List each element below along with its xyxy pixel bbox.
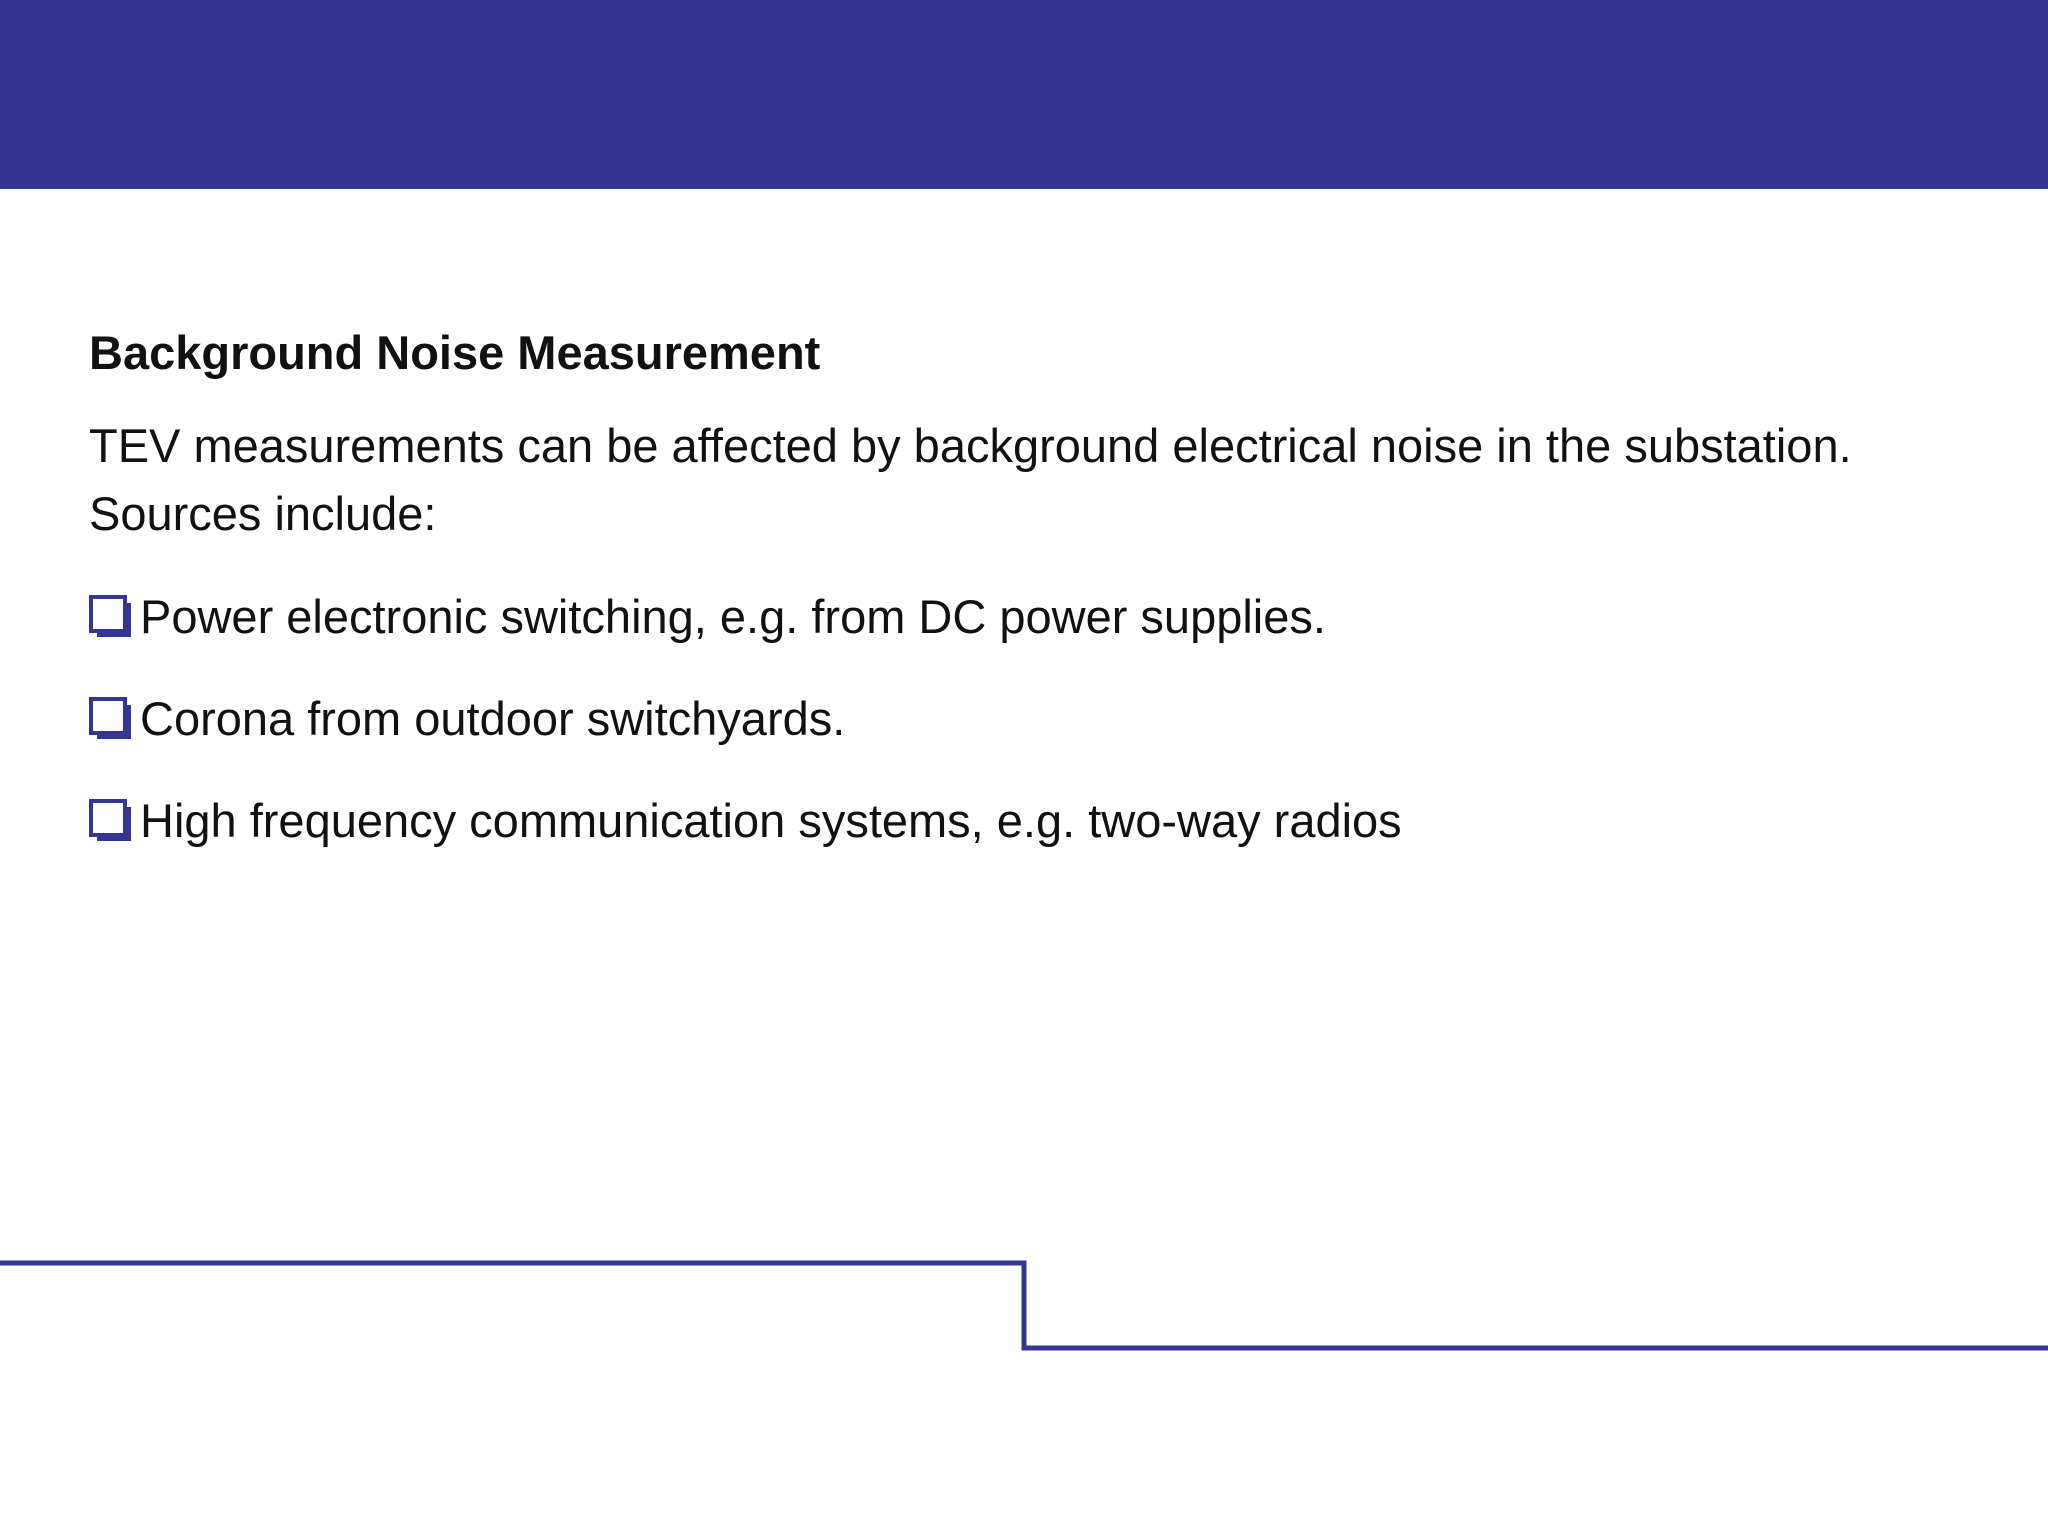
header-band <box>0 0 2048 189</box>
bullet-text: Corona from outdoor switchyards. <box>140 692 846 745</box>
bullet-text: High frequency communication systems, e.g. two-way radios <box>140 794 1402 847</box>
bullet-text: Power electronic switching, e.g. from DC power supplies. <box>140 590 1326 643</box>
bullet-list <box>89 582 1949 856</box>
bullet-item-high-frequency-communication <box>89 786 1949 856</box>
bullet-item-power-electronic-switching <box>89 582 1949 652</box>
hollow-square-bullet-icon <box>89 697 133 741</box>
footer-step-line <box>0 1250 2048 1360</box>
slide-body-text: TEV measurements can be affected by background electrical noise in the substation. Sources include: <box>89 419 1852 540</box>
slide-content <box>89 318 1949 888</box>
slide-heading: Background Noise Measurement <box>89 326 821 379</box>
bullet-item-corona <box>89 684 1949 754</box>
hollow-square-bullet-icon <box>89 595 133 639</box>
hollow-square-bullet-icon <box>89 799 133 843</box>
